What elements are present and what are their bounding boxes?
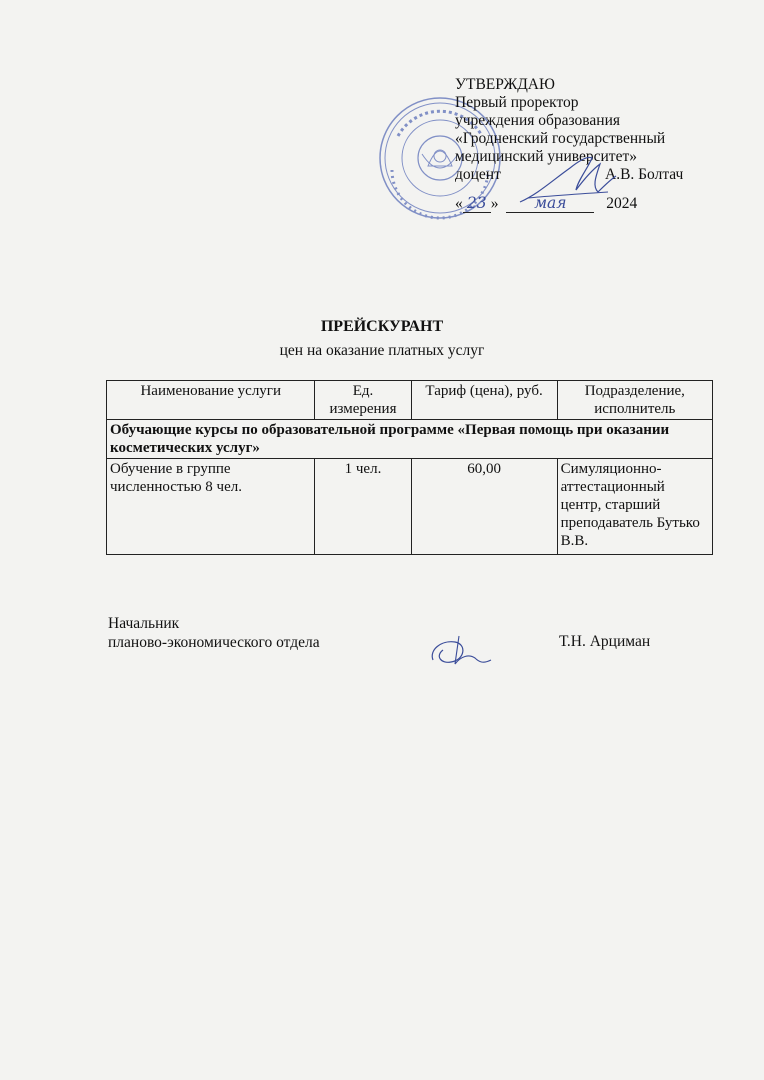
row-service: Обучение в группе численностью 8 чел. bbox=[107, 459, 315, 555]
date-year: 2024 bbox=[606, 195, 638, 212]
approval-position-line4: медицинский университет» bbox=[455, 148, 637, 165]
document-subtitle: цен на оказание платных услуг bbox=[279, 342, 485, 359]
document-title: ПРЕЙСКУРАНТ bbox=[320, 318, 444, 335]
row-unit: 1 чел. bbox=[315, 459, 411, 555]
approval-signer-name: А.В. Болтач bbox=[605, 166, 684, 183]
date-day: 23 bbox=[463, 194, 491, 213]
table-header-row bbox=[107, 381, 713, 420]
header-department: Подразделение, исполнитель bbox=[557, 381, 712, 420]
price-table bbox=[106, 380, 713, 555]
footer-position bbox=[108, 614, 320, 652]
row-price: 60,00 bbox=[411, 459, 557, 555]
approval-position-line2: учреждения образования bbox=[455, 112, 621, 129]
date-open-quote: « bbox=[455, 195, 463, 212]
approval-position-line3: «Гродненский государственный bbox=[455, 130, 666, 147]
footer-position-line2: планово-экономического отдела bbox=[108, 634, 320, 651]
approval-heading: УТВЕРЖДАЮ bbox=[455, 76, 555, 93]
table-section-row bbox=[107, 420, 713, 459]
header-service: Наименование услуги bbox=[107, 381, 315, 420]
approval-degree: доцент bbox=[455, 166, 501, 183]
rector-signature bbox=[518, 150, 618, 210]
header-price: Тариф (цена), руб. bbox=[411, 381, 557, 420]
date-month: мая bbox=[506, 194, 594, 213]
row-department: Симуляционно-аттестационный центр, старший преподаватель Бутько В.В. bbox=[557, 459, 712, 555]
date-close-quote: » bbox=[490, 195, 499, 212]
economist-signature bbox=[425, 630, 495, 675]
footer-name: Т.Н. Арциман bbox=[559, 633, 651, 650]
footer-position-line1: Начальник bbox=[108, 615, 180, 632]
table-row bbox=[107, 459, 713, 555]
section-title: Обучающие курсы по образовательной программе «Первая помощь при оказании косметических услуг» bbox=[107, 420, 713, 459]
approval-position-line1: Первый проректор bbox=[455, 94, 579, 111]
header-unit: Ед. измерения bbox=[315, 381, 411, 420]
